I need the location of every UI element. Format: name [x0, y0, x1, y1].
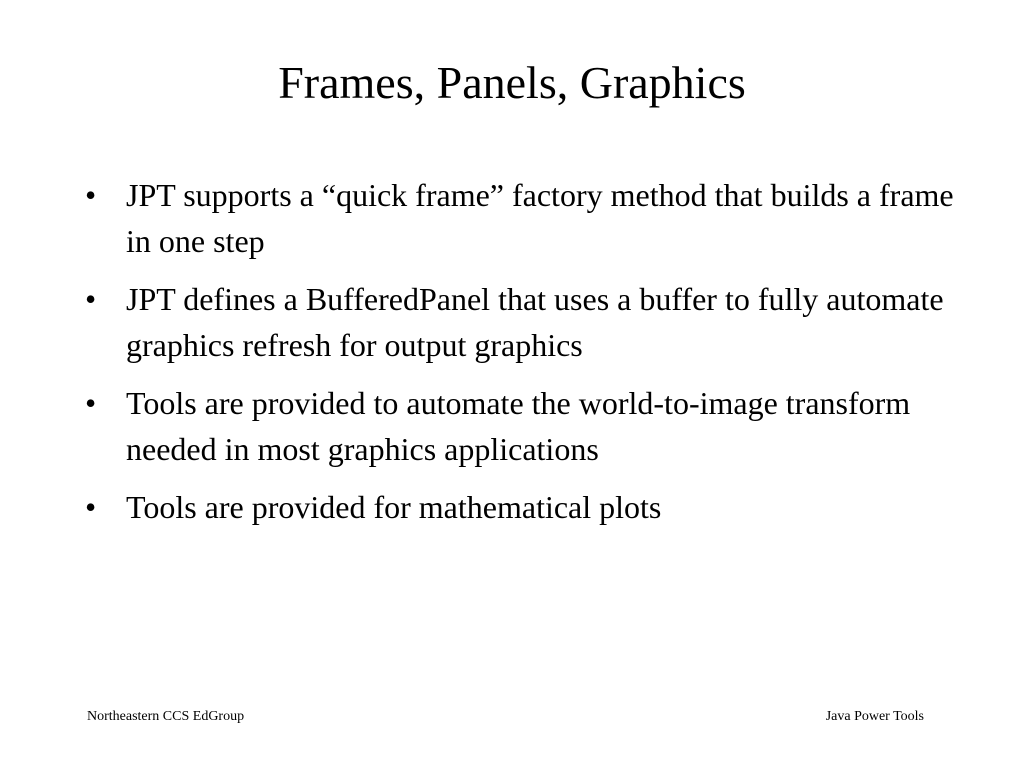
bullet-text: JPT defines a BufferedPanel that uses a buffer to fully automate graphics refresh for output graphics	[126, 281, 944, 363]
bullet-marker: •	[85, 281, 97, 317]
bullet-text: Tools are provided to automate the world-to-image transform needed in most graphics applications	[126, 385, 911, 467]
bullet-marker: •	[85, 489, 97, 525]
bullet-item	[85, 484, 965, 530]
bullet-text: JPT supports a “quick frame” factory method that builds a frame in one step	[126, 177, 954, 259]
bullet-item	[85, 380, 965, 472]
bullet-text: Tools are provided for mathematical plots	[126, 489, 662, 525]
bullet-list	[85, 172, 965, 542]
footer-course-title: Java Power Tools	[825, 709, 924, 724]
bullet-marker: •	[85, 385, 97, 421]
bullet-item	[85, 276, 965, 368]
bullet-marker: •	[85, 177, 97, 213]
bullet-item	[85, 172, 965, 264]
slide-title: Frames, Panels, Graphics	[278, 57, 746, 108]
footer-organization: Northeastern CCS EdGroup	[87, 709, 245, 724]
